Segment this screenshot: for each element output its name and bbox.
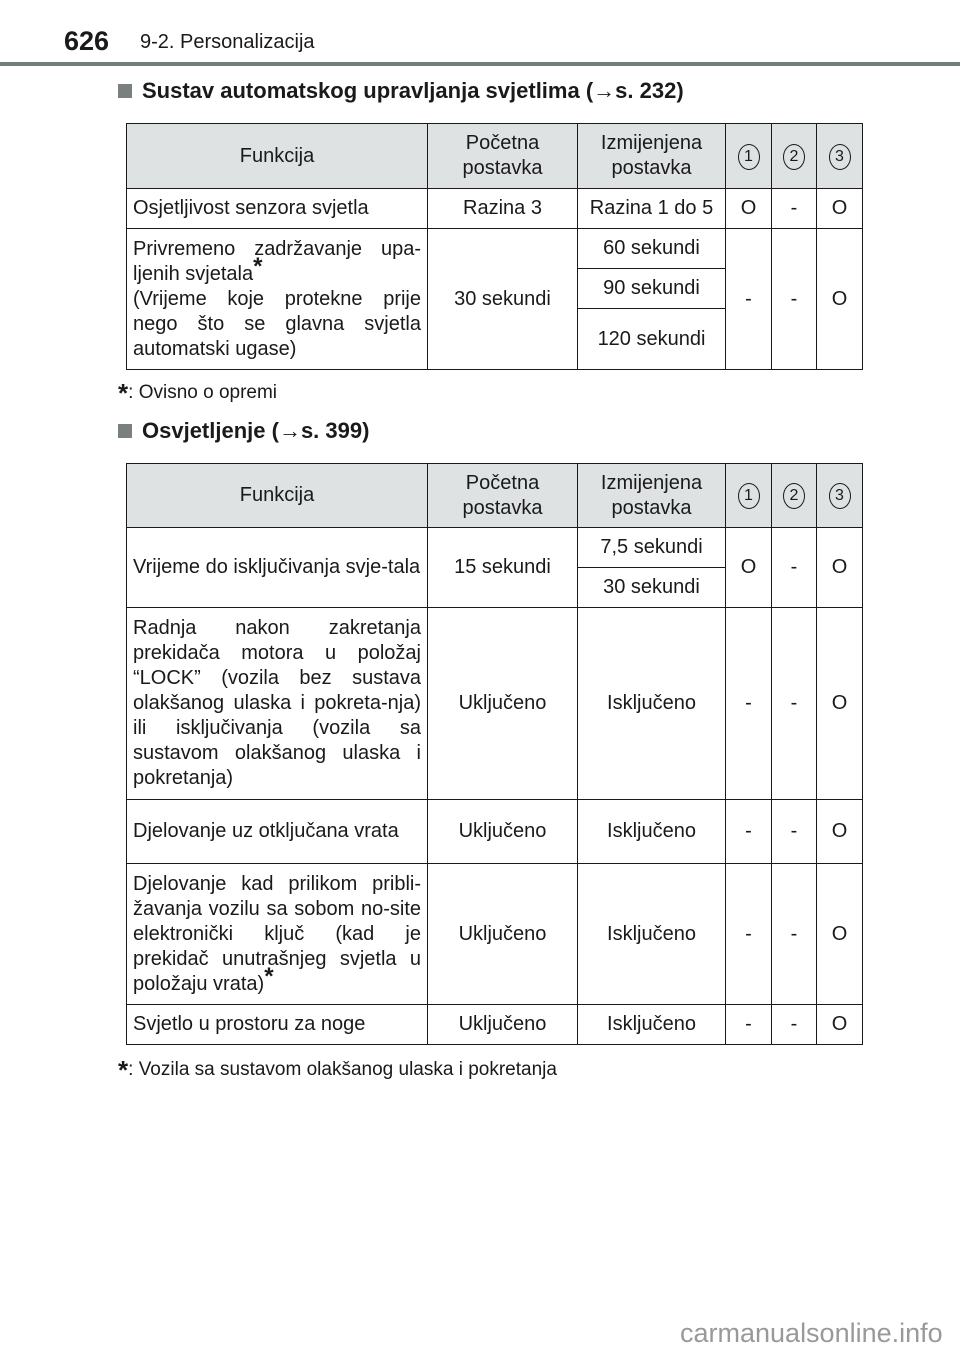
cell-c3: O [817, 528, 863, 608]
table-row [127, 864, 863, 1005]
cell-changed: 120 sekundi [578, 309, 726, 370]
cell-changed: Isključeno [578, 1005, 726, 1045]
footnote: *: Ovisno o opremi [118, 378, 278, 408]
cell-c3: O [817, 1005, 863, 1045]
cell-c1: - [726, 800, 772, 864]
cell-c2: - [772, 800, 817, 864]
cell-changed: 7,5 sekundi [578, 528, 726, 568]
cell-changed: Isključeno [578, 800, 726, 864]
table-lighting [126, 463, 863, 1045]
cell-c3: O [817, 608, 863, 800]
heading-auto-lights [118, 78, 684, 104]
cell-func: Osjetljivost senzora svjetla [127, 189, 428, 229]
bullet-square-icon [118, 424, 132, 438]
circle-1-icon: 1 [738, 144, 760, 170]
cell-c2: - [772, 608, 817, 800]
header-rule [0, 62, 960, 66]
circle-3-icon: 3 [829, 144, 851, 170]
cell-initial: 15 sekundi [428, 528, 578, 608]
cell-changed: Razina 1 do 5 [578, 189, 726, 229]
cell-initial: Uključeno [428, 800, 578, 864]
cell-c3: O [817, 189, 863, 229]
cell-c2: - [772, 189, 817, 229]
cell-initial: Uključeno [428, 864, 578, 1005]
table-row [127, 1005, 863, 1045]
cell-func: Vrijeme do isključivanja svje-tala [127, 528, 428, 608]
cell-initial: Razina 3 [428, 189, 578, 229]
cell-changed: 60 sekundi [578, 229, 726, 269]
cell-c1: - [726, 608, 772, 800]
section-title: 9-2. Personalizacija [140, 31, 315, 53]
cell-func: Svjetlo u prostoru za noge [127, 1005, 428, 1045]
heading-text: Osvjetljenje (→s. 399) [142, 418, 370, 443]
cell-initial: 30 sekundi [428, 229, 578, 370]
col-initial: Početna postavka [428, 464, 578, 528]
cell-func: Radnja nakon zakretanja prekidača motora u položaj “LOCK” (vozila bez sustava olakšanog ulaska i pokreta-nja) ili isključivanja (vozila sa sustavom olakšanog ulaska i pokretanja) [127, 608, 428, 800]
cell-c3: O [817, 229, 863, 370]
cell-c1: - [726, 1005, 772, 1045]
footnote: *: Vozila sa sustavom olakšanog ulaska i pokretanja [118, 1055, 557, 1085]
table-row [127, 189, 863, 229]
cell-c1: O [726, 528, 772, 608]
cell-changed: 90 sekundi [578, 269, 726, 309]
table-row [127, 528, 863, 568]
cell-changed: Isključeno [578, 608, 726, 800]
circle-2-icon: 2 [783, 144, 805, 170]
cell-c1: - [726, 229, 772, 370]
col-func: Funkcija [127, 464, 428, 528]
col-changed: Izmijenjena postavka [578, 124, 726, 189]
table-header [127, 124, 863, 189]
table-row [127, 800, 863, 864]
cell-c2: - [772, 864, 817, 1005]
heading-lighting [118, 418, 369, 444]
bullet-square-icon [118, 84, 132, 98]
circle-3-icon: 3 [829, 483, 851, 509]
table-row [127, 608, 863, 800]
cell-c2: - [772, 229, 817, 370]
cell-c1: O [726, 189, 772, 229]
col-func: Funkcija [127, 124, 428, 189]
cell-changed: Isključeno [578, 864, 726, 1005]
cell-c2: - [772, 528, 817, 608]
cell-c3: O [817, 800, 863, 864]
col-initial: Početna postavka [428, 124, 578, 189]
watermark: carmanualsonline.info [680, 1318, 943, 1348]
cell-c3: O [817, 864, 863, 1005]
cell-changed: 30 sekundi [578, 568, 726, 608]
cell-c1: - [726, 864, 772, 1005]
circle-1-icon: 1 [738, 483, 760, 509]
cell-initial: Uključeno [428, 1005, 578, 1045]
cell-initial: Uključeno [428, 608, 578, 800]
cell-func: Privremeno zadržavanje upa-ljenih svjetala* (Vrijeme koje protekne prije nego što se glavna svjetla automatski ugase) [127, 229, 428, 370]
cell-func: Djelovanje uz otključana vrata [127, 800, 428, 864]
table-auto-lights [126, 123, 863, 370]
circle-2-icon: 2 [783, 483, 805, 509]
col-changed: Izmijenjena postavka [578, 464, 726, 528]
cell-func: Djelovanje kad prilikom pribli-žavanja vozilu sa sobom no-site elektronički ključ (kad je prekidač unutrašnjeg svjetla u položaju vrata)* [127, 864, 428, 1005]
table-row [127, 229, 863, 269]
page-number: 626 [64, 26, 110, 56]
cell-c2: - [772, 1005, 817, 1045]
heading-text: Sustav automatskog upravljanja svjetlima (→s. 232) [142, 78, 684, 103]
table-header [127, 464, 863, 528]
